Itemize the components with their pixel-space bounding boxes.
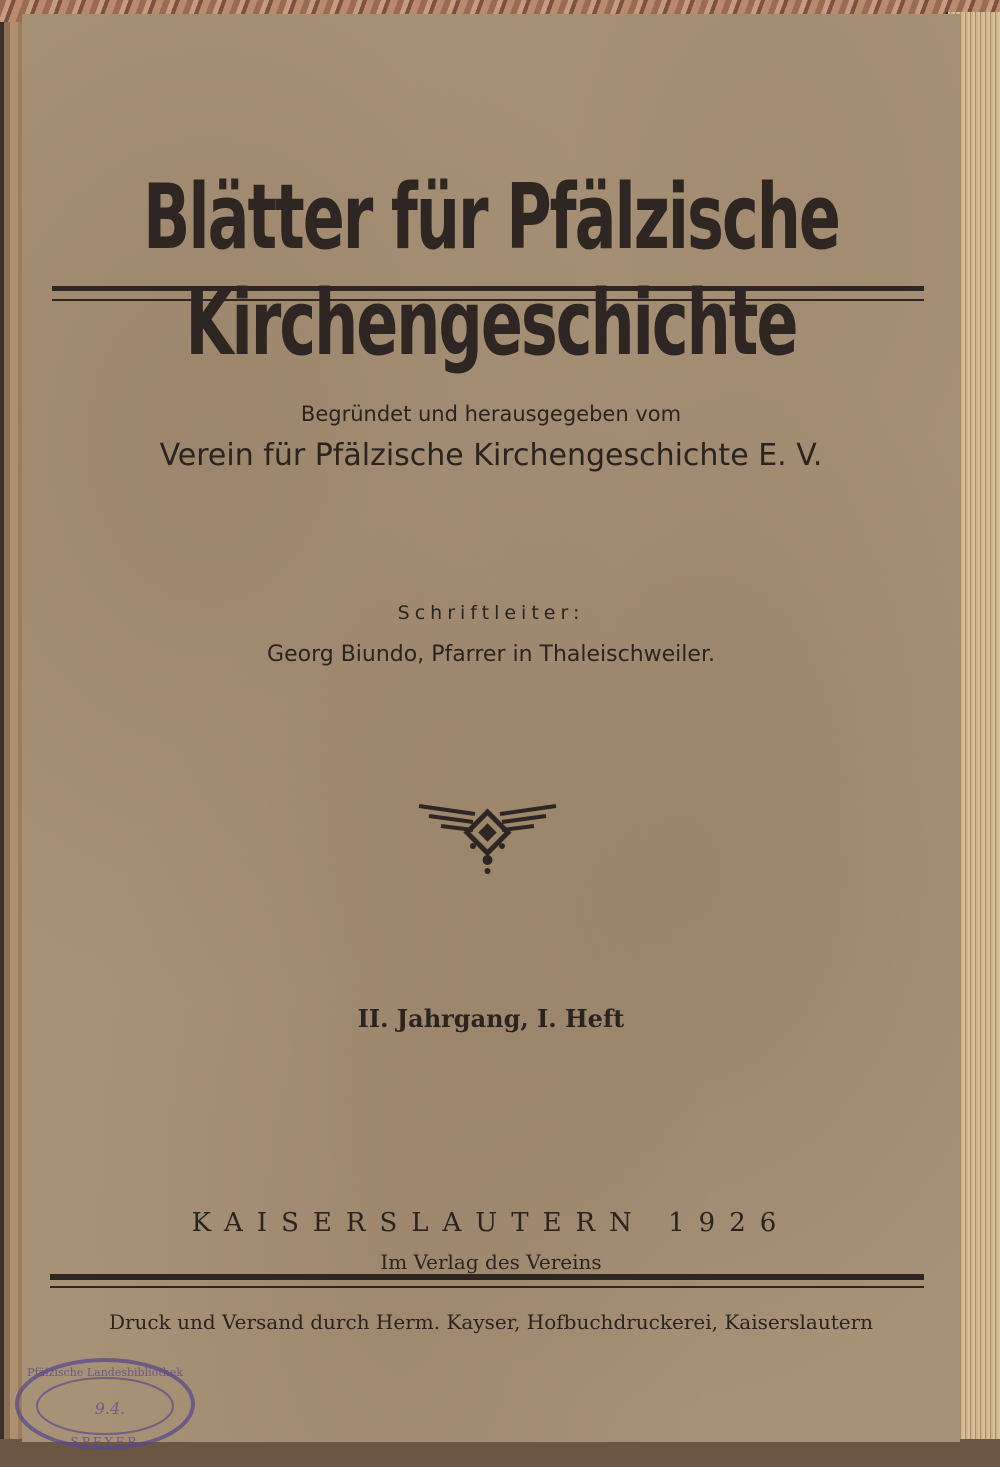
cover-page	[22, 14, 960, 1449]
editor-label: Schriftleiter:	[397, 602, 585, 624]
publisher-line: Im Verlag des Vereins	[380, 1250, 602, 1274]
printer-line: Druck und Versand durch Herm. Kayser, Hofbuchdruckerei, Kaiserslautern	[108, 1310, 874, 1334]
city-year: KAISERSLAUTERN 1926	[191, 1208, 791, 1238]
bottom-rule	[50, 1274, 924, 1288]
svg-text:Pfälzische Landesbibliothek: Pfälzische Landesbibliothek	[27, 1366, 183, 1379]
svg-text:9.4.: 9.4.	[94, 1399, 126, 1418]
svg-text:SPEYER: SPEYER	[70, 1435, 140, 1449]
editor-name: Georg Biundo, Pfarrer in Thaleischweiler.	[267, 642, 715, 667]
journal-title: Blätter für Pfälzische Kirchengeschichte	[143, 164, 839, 376]
society-name: Verein für Pfälzische Kirchengeschichte E. V.	[159, 438, 823, 473]
founded-line: Begründet und herausgegeben vom	[300, 402, 682, 426]
library-stamp-icon	[10, 1354, 200, 1454]
volume-issue: II. Jahrgang, I. Heft	[357, 1004, 625, 1033]
winged-knot-ornament-icon	[415, 800, 560, 880]
title-rule	[52, 286, 924, 301]
